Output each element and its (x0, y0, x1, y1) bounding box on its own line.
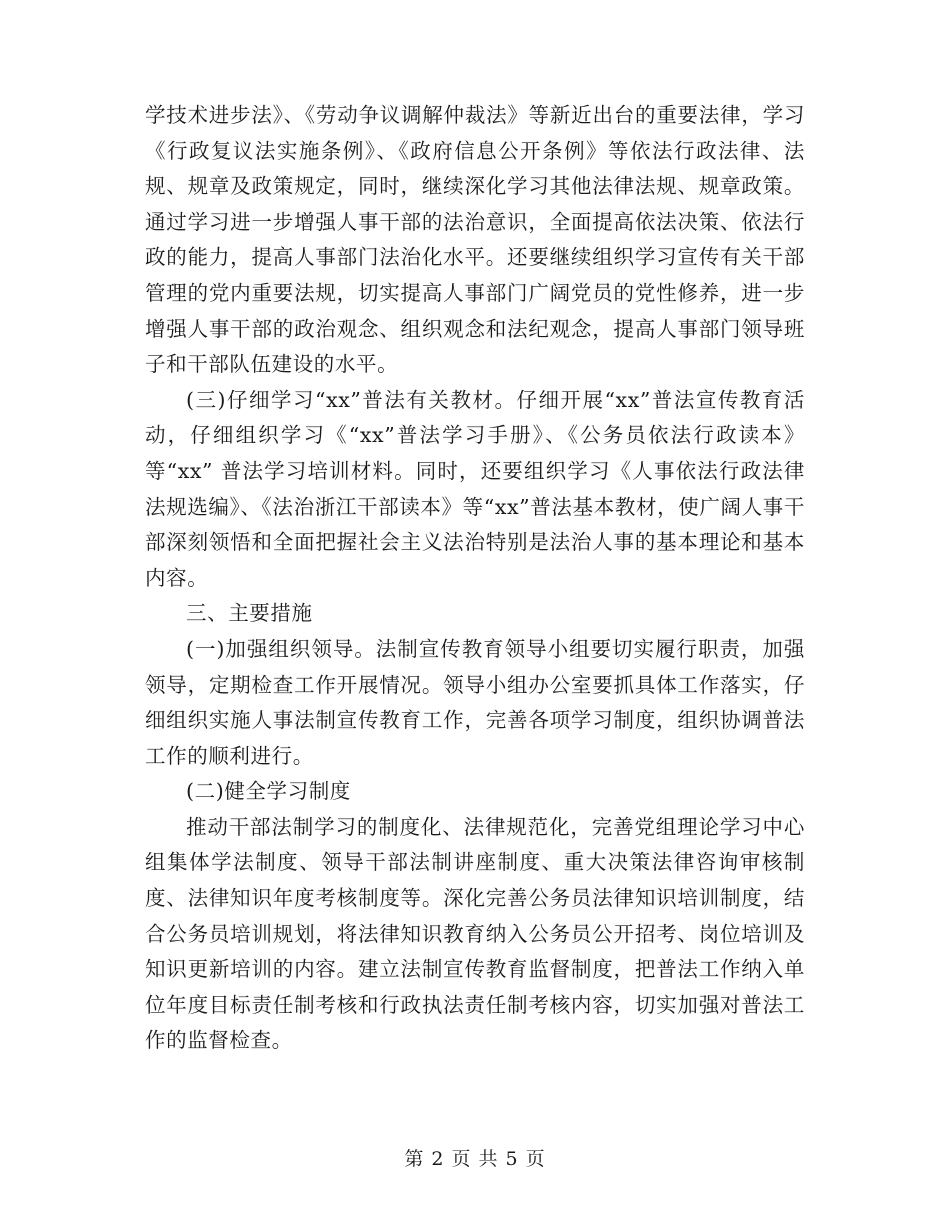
paragraph-organization-leadership: (一)加强组织领导。法制宣传教育领导小组要切实履行职责，加强领导，定期检查工作开展情况。领导小组办公室要抓具体工作落实，仔细组织实施人事法制宣传教育工作，完善各项学习制度，组织协调普法工作的顺利进行。 (145, 636, 805, 768)
page-number-label: 第 2 页 共 5 页 (404, 1148, 546, 1170)
document-body (145, 98, 805, 1059)
section-heading-main-measures: 三、主要措施 (186, 601, 313, 626)
paragraph-study-system-details: 推动干部法制学习的制度化、法律规范化，完善党组理论学习中心组集体学法制度、领导干部法制讲座制度、重大决策法律咨询审核制度、法律知识年度考核制度等。深化完善公务员法律知识培训制度，结合公务员培训规划，将法律知识教育纳入公务员公开招考、岗位培训及知识更新培训的内容。建立法制宣传教育监督制度，把普法工作纳入单位年度目标责任制考核和行政执法责任制考核内容，切实加强对普法工作的监督检查。 (145, 814, 805, 1053)
page-footer (0, 1144, 950, 1171)
subheading-study-system: (二)健全学习制度 (186, 779, 351, 804)
paragraph-law-study-continuation: 学技术进步法》、《劳动争议调解仲裁法》等新近出台的重要法律，学习《行政复议法实施条例》、《政府信息公开条例》等依法行政法律、法规、规章及政策规定，同时，继续深化学习其他法律法规、规章政策。通过学习进一步增强人事干部的法治意识，全面提高依法决策、依法行政的能力，提高人事部门法治化水平。还要继续组织学习宣传有关干部管理的党内重要法规，切实提高人事部门广阔党员的党性修养，进一步增强人事干部的政治观念、组织观念和法纪观念，提高人事部门领导班子和干部队伍建设的水平。 (145, 103, 805, 377)
paragraph-study-materials: (三)仔细学习“xx”普法有关教材。仔细开展“xx”普法宣传教育活动，仔细组织学习《“xx”普法学习手册》、《公务员依法行政读本》等“xx” 普法学习培训材料。同时，还要组织学习《人事依法行政法律法规选编》、《法治浙江干部读本》等“xx”普法基本教材，使广阔人事干部深刻领悟和全面把握社会主义法治特别是法治人事的基本理论和基本内容。 (145, 387, 805, 590)
